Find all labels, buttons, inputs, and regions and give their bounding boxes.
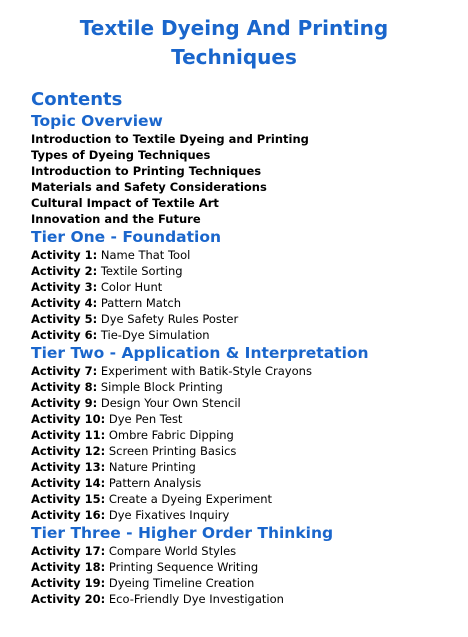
section-heading-tier-two: Tier Two - Application & Interpretation xyxy=(31,344,369,362)
activity-number: Activity 3: xyxy=(31,280,98,294)
activity-number: Activity 11: xyxy=(31,428,106,442)
activity-item xyxy=(31,543,461,559)
activity-number: Activity 12: xyxy=(31,444,106,458)
activity-title: Compare World Styles xyxy=(108,544,237,558)
activity-title: Pattern Analysis xyxy=(108,476,202,490)
title-line-2: Techniques xyxy=(171,45,297,69)
activity-item xyxy=(31,459,461,475)
activity-number: Activity 18: xyxy=(31,560,106,574)
activity-title: Dye Safety Rules Poster xyxy=(100,312,239,326)
table-of-contents xyxy=(31,111,461,607)
activity-item xyxy=(31,591,461,607)
activity-item xyxy=(31,311,461,327)
activity-item xyxy=(31,443,461,459)
activity-title: Nature Printing xyxy=(108,460,196,474)
activity-item xyxy=(31,475,461,491)
activity-number: Activity 16: xyxy=(31,508,106,522)
section-heading-tier-three: Tier Three - Higher Order Thinking xyxy=(31,524,334,542)
section-heading-topic-overview: Topic Overview xyxy=(31,112,163,130)
activity-title: Pattern Match xyxy=(100,296,181,310)
activity-title: Dye Fixatives Inquiry xyxy=(108,508,230,522)
activity-number: Activity 19: xyxy=(31,576,106,590)
activity-number: Activity 15: xyxy=(31,492,106,506)
activity-number: Activity 7: xyxy=(31,364,98,378)
activity-item xyxy=(31,327,461,343)
activity-number: Activity 17: xyxy=(31,544,106,558)
activity-number: Activity 4: xyxy=(31,296,98,310)
activity-number: Activity 13: xyxy=(31,460,106,474)
activity-title: Textile Sorting xyxy=(100,264,183,278)
activity-item xyxy=(31,279,461,295)
activity-title: Design Your Own Stencil xyxy=(100,396,241,410)
overview-item: Introduction to Printing Techniques xyxy=(31,164,262,178)
activity-item xyxy=(31,363,461,379)
activity-title: Experiment with Batik-Style Crayons xyxy=(100,364,312,378)
overview-item: Materials and Safety Considerations xyxy=(31,180,267,194)
activity-number: Activity 14: xyxy=(31,476,106,490)
activity-title: Dye Pen Test xyxy=(108,412,183,426)
title-line-1: Textile Dyeing And Printing xyxy=(79,16,389,40)
activity-title: Color Hunt xyxy=(100,280,163,294)
contents-heading: Contents xyxy=(31,89,123,110)
activity-number: Activity 8: xyxy=(31,380,98,394)
activity-item xyxy=(31,263,461,279)
activity-number: Activity 20: xyxy=(31,592,106,606)
overview-item: Innovation and the Future xyxy=(31,212,201,226)
overview-item: Introduction to Textile Dyeing and Printing xyxy=(31,132,309,146)
activity-item xyxy=(31,295,461,311)
activity-title: Ombre Fabric Dipping xyxy=(108,428,234,442)
activity-item xyxy=(31,559,461,575)
activity-number: Activity 10: xyxy=(31,412,106,426)
activity-number: Activity 1: xyxy=(31,248,98,262)
tier-two-activity-list xyxy=(31,363,461,523)
activity-item xyxy=(31,507,461,523)
activity-item xyxy=(31,491,461,507)
tier-one-activity-list xyxy=(31,247,461,343)
activity-title: Create a Dyeing Experiment xyxy=(108,492,273,506)
activity-title: Tie-Dye Simulation xyxy=(100,328,210,342)
overview-item: Cultural Impact of Textile Art xyxy=(31,196,219,210)
section-heading-tier-one: Tier One - Foundation xyxy=(31,228,222,246)
activity-item xyxy=(31,411,461,427)
activity-number: Activity 6: xyxy=(31,328,98,342)
activity-title: Simple Block Printing xyxy=(100,380,223,394)
activity-item xyxy=(31,575,461,591)
overview-item: Types of Dyeing Techniques xyxy=(31,148,211,162)
activity-title: Eco-Friendly Dye Investigation xyxy=(108,592,284,606)
activity-number: Activity 9: xyxy=(31,396,98,410)
activity-item xyxy=(31,247,461,263)
activity-title: Printing Sequence Writing xyxy=(108,560,259,574)
activity-title: Name That Tool xyxy=(100,248,191,262)
activity-item xyxy=(31,379,461,395)
tier-three-activity-list xyxy=(31,543,461,607)
topic-overview-list xyxy=(31,131,461,227)
activity-number: Activity 2: xyxy=(31,264,98,278)
document-title xyxy=(0,14,468,72)
activity-item xyxy=(31,427,461,443)
activity-title: Screen Printing Basics xyxy=(108,444,237,458)
activity-title: Dyeing Timeline Creation xyxy=(108,576,255,590)
activity-number: Activity 5: xyxy=(31,312,98,326)
activity-item xyxy=(31,395,461,411)
